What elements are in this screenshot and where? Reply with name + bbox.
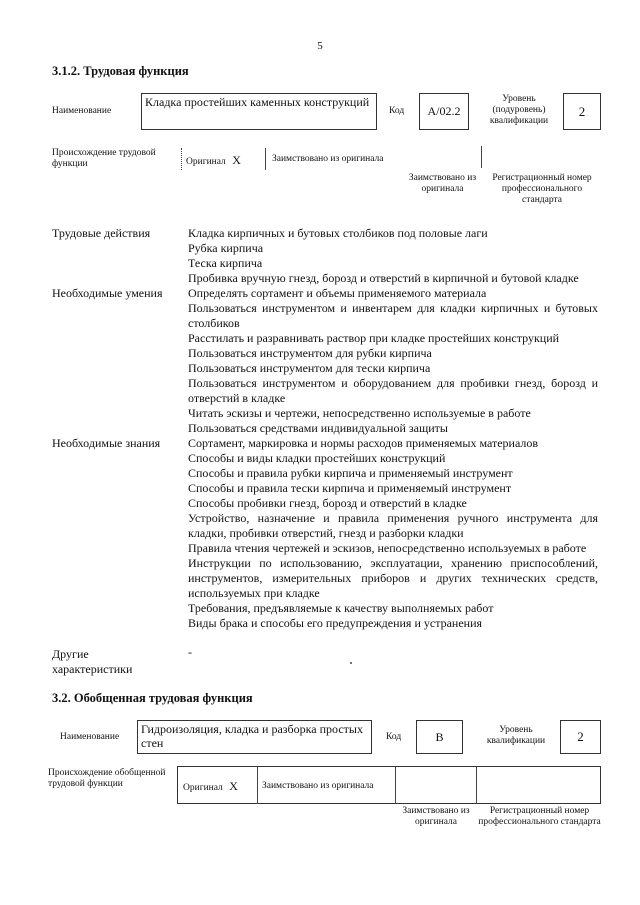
origin-label: Происхождение трудовой функции: [52, 148, 156, 169]
borrowed-label: Заимствовано из оригинала: [262, 781, 374, 791]
labor-actions-list: [188, 226, 598, 286]
list-item: Пользоваться инструментом и оборудованием для пробивки гнезд, борозд и отверстий в кладке: [188, 376, 598, 405]
origin-table: [177, 766, 601, 804]
code-value: B: [416, 720, 463, 754]
name-value: Кладка простейших каменных конструкций: [141, 93, 377, 130]
original-text: Оригинал: [183, 783, 223, 793]
code-label: Код: [386, 732, 402, 742]
list-item: Способы и правила тески кирпича и применяемый инструмент: [188, 481, 512, 495]
list-item: Требования, предъявляемые к качеству выполняемых работ: [188, 601, 494, 615]
code-value: A/02.2: [419, 93, 469, 130]
list-item: Рубка кирпича: [188, 241, 264, 255]
level-label: Уровень (подуровень) квалификации: [489, 94, 549, 126]
page-number: 5: [317, 40, 323, 52]
list-item: Пробивка вручную гнезд, борозд и отверстий в кирпичной и бутовой кладке: [188, 271, 579, 285]
list-item: Правила чтения чертежей и эскизов, непосредственно используемых в работе: [188, 541, 587, 555]
list-item: Расстилать и разравнивать раствор при кладке простейших конструкций: [188, 331, 560, 345]
original-label: [186, 155, 241, 168]
list-item: Пользоваться инструментом и инвентарем для кладки кирпичных и бутовых столбиков: [188, 301, 598, 330]
original-mark: X: [232, 153, 241, 167]
reg-number-label: Регистрационный номер профессионального стандарта: [478, 806, 601, 827]
labor-actions-label: Трудовые действия: [52, 226, 151, 240]
required-skills-label: Необходимые умения: [52, 286, 163, 300]
required-knowledge-list: [188, 436, 598, 631]
list-item: Пользоваться средствами индивидуальной защиты: [188, 421, 448, 435]
borrowed-label: Заимствовано из оригинала: [272, 154, 384, 164]
other-characteristics-label: Другие характеристики: [52, 647, 133, 676]
list-item: Читать эскизы и чертежи, непосредственно используемые в работе: [188, 406, 531, 420]
name-value: Гидроизоляция, кладка и разборка простых стен: [137, 720, 372, 754]
level-label: Уровень квалификации: [486, 725, 546, 746]
level-value: 2: [560, 720, 601, 754]
list-item: Способы и виды кладки простейших конструкций: [188, 451, 446, 465]
list-item: Кладка кирпичных и бутовых столбиков под половые лаги: [188, 226, 488, 240]
list-item: Теска кирпича: [188, 256, 263, 270]
name-label: Наименование: [52, 106, 112, 116]
borrowed-from-label: Заимствовано из оригинала: [402, 806, 470, 827]
required-knowledge-label: Необходимые знания: [52, 436, 161, 450]
section-heading: 3.2. Обобщенная трудовая функция: [52, 691, 253, 705]
list-item: Способы и правила рубки кирпича и применяемый инструмент: [188, 466, 513, 480]
original-label: [183, 781, 238, 794]
original-text: Оригинал: [186, 157, 226, 167]
list-item: Способы пробивки гнезд, борозд и отверстий в кладке: [188, 496, 467, 510]
other-characteristics-value: -: [188, 645, 192, 659]
borrowed-from-label: Заимствовано из оригинала: [408, 173, 477, 194]
list-item: Виды брака и способы его предупреждения и устранения: [188, 616, 483, 630]
list-item: Устройство, назначение и правила применения ручного инструмента для кладки, пробивки отверстий, гнезд и разборки кладки: [188, 511, 598, 540]
section-heading: 3.1.2. Трудовая функция: [52, 64, 189, 78]
origin-label: Происхождение обобщенной трудовой функции: [48, 768, 166, 789]
level-value: 2: [563, 93, 601, 130]
list-item: Пользоваться инструментом для тески кирпича: [188, 361, 431, 375]
original-mark: X: [229, 779, 238, 793]
reg-number-label: Регистрационный номер профессионального стандарта: [492, 173, 592, 205]
required-skills-list: [188, 286, 598, 436]
list-item: Пользоваться инструментом для рубки кирпича: [188, 346, 432, 360]
list-item: Определять сортамент и объемы применяемого материала: [188, 286, 487, 300]
list-item: Инструкции по использованию, эксплуатации, хранению приспособлений, инструментов, измерительных приборов и других технических средств, используемых при кладке: [188, 556, 598, 600]
name-label: Наименование: [60, 732, 120, 742]
code-label: Код: [389, 106, 405, 116]
list-item: Сортамент, маркировка и нормы расходов применяемых материалов: [188, 436, 539, 450]
